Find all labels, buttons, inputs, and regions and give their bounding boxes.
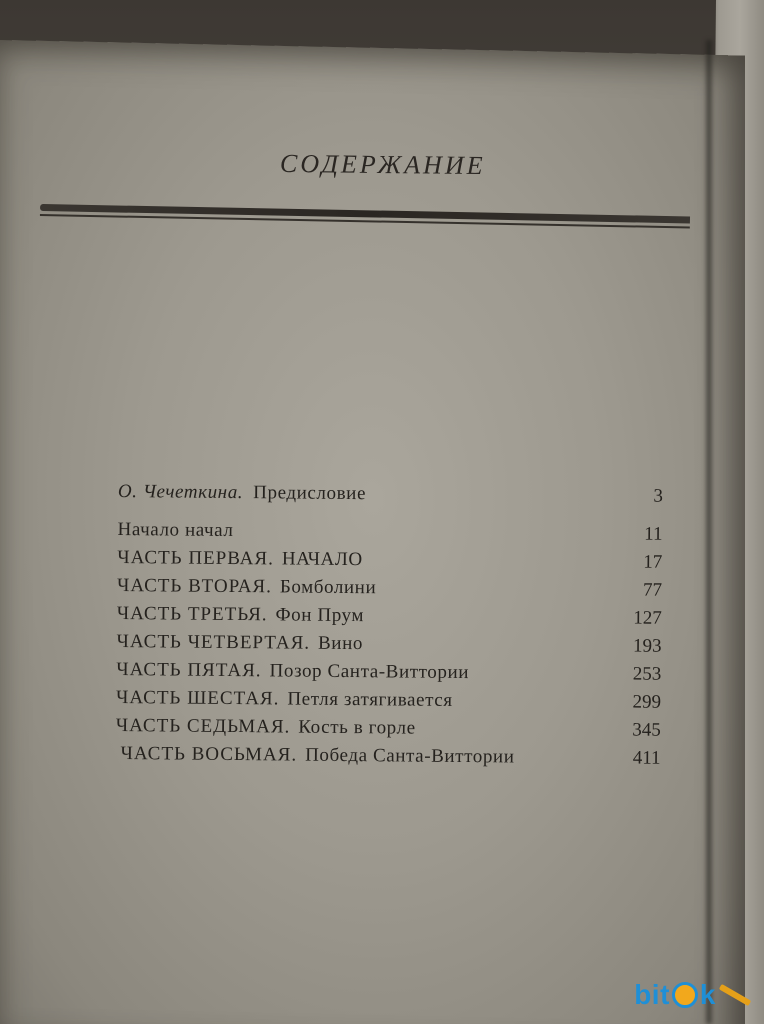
toc-title: Фон Прум — [275, 604, 365, 627]
preface-author: О. Чечеткина. — [117, 480, 244, 504]
toc-label — [117, 544, 363, 574]
toc-title: Кость в горле — [298, 716, 416, 739]
toc-part: ЧАСТЬ ТРЕТЬЯ. — [116, 602, 268, 626]
toc-label — [116, 684, 453, 715]
toc-label — [117, 572, 376, 602]
page-gutter-shadow — [706, 40, 712, 1024]
coin-icon — [672, 982, 698, 1008]
toc-page-number: 193 — [632, 635, 662, 657]
contents-heading: СОДЕРЖАНИЕ — [279, 148, 486, 181]
table-of-contents — [115, 478, 663, 773]
toc-part: ЧАСТЬ ПЯТАЯ. — [116, 658, 262, 682]
toc-part: ЧАСТЬ ПЕРВАЯ. — [117, 546, 274, 570]
toc-label — [118, 478, 366, 508]
toc-part: ЧАСТЬ ВОСЬМАЯ. — [120, 743, 298, 766]
toc-page-number: 345 — [632, 719, 661, 741]
toc-part: ЧАСТЬ ВТОРАЯ. — [116, 574, 272, 598]
toc-page-number: 3 — [653, 485, 663, 507]
toc-label — [120, 740, 514, 771]
watermark-text-left: bit — [634, 979, 670, 1010]
toc-page-number: 253 — [632, 663, 662, 685]
toc-label — [117, 516, 233, 545]
toc-row-preface — [118, 478, 663, 511]
toc-title: Петля затягивается — [287, 688, 453, 711]
toc-title: Победа Санта-Виттории — [305, 744, 515, 768]
watermark-text-right: k — [699, 979, 716, 1010]
toc-label — [116, 656, 469, 687]
toc-part: ЧАСТЬ СЕДЬМАЯ. — [115, 714, 291, 738]
toc-title: НАЧАЛО — [281, 548, 363, 571]
toc-title: Начало начал — [117, 518, 234, 542]
toc-row — [115, 740, 660, 773]
toc-label — [116, 628, 363, 658]
toc-page-number: 11 — [644, 523, 663, 545]
hammer-icon — [719, 984, 751, 1006]
toc-label — [117, 600, 365, 630]
toc-page-number: 17 — [643, 551, 663, 573]
site-watermark-logo — [634, 978, 752, 1012]
toc-page-number: 77 — [642, 579, 663, 601]
toc-page-number: 127 — [633, 607, 662, 629]
toc-page-number: 299 — [632, 691, 662, 713]
toc-label — [116, 712, 416, 743]
toc-title: Бомболини — [279, 576, 377, 599]
toc-part: ЧАСТЬ ЧЕТВЕРТАЯ. — [116, 630, 311, 654]
toc-title: Вино — [317, 632, 364, 655]
toc-title: Позор Санта-Виттории — [269, 660, 470, 684]
toc-page-number: 411 — [632, 747, 661, 769]
toc-part: ЧАСТЬ ШЕСТАЯ. — [115, 686, 280, 710]
preface-title: Предисловие — [253, 482, 367, 505]
